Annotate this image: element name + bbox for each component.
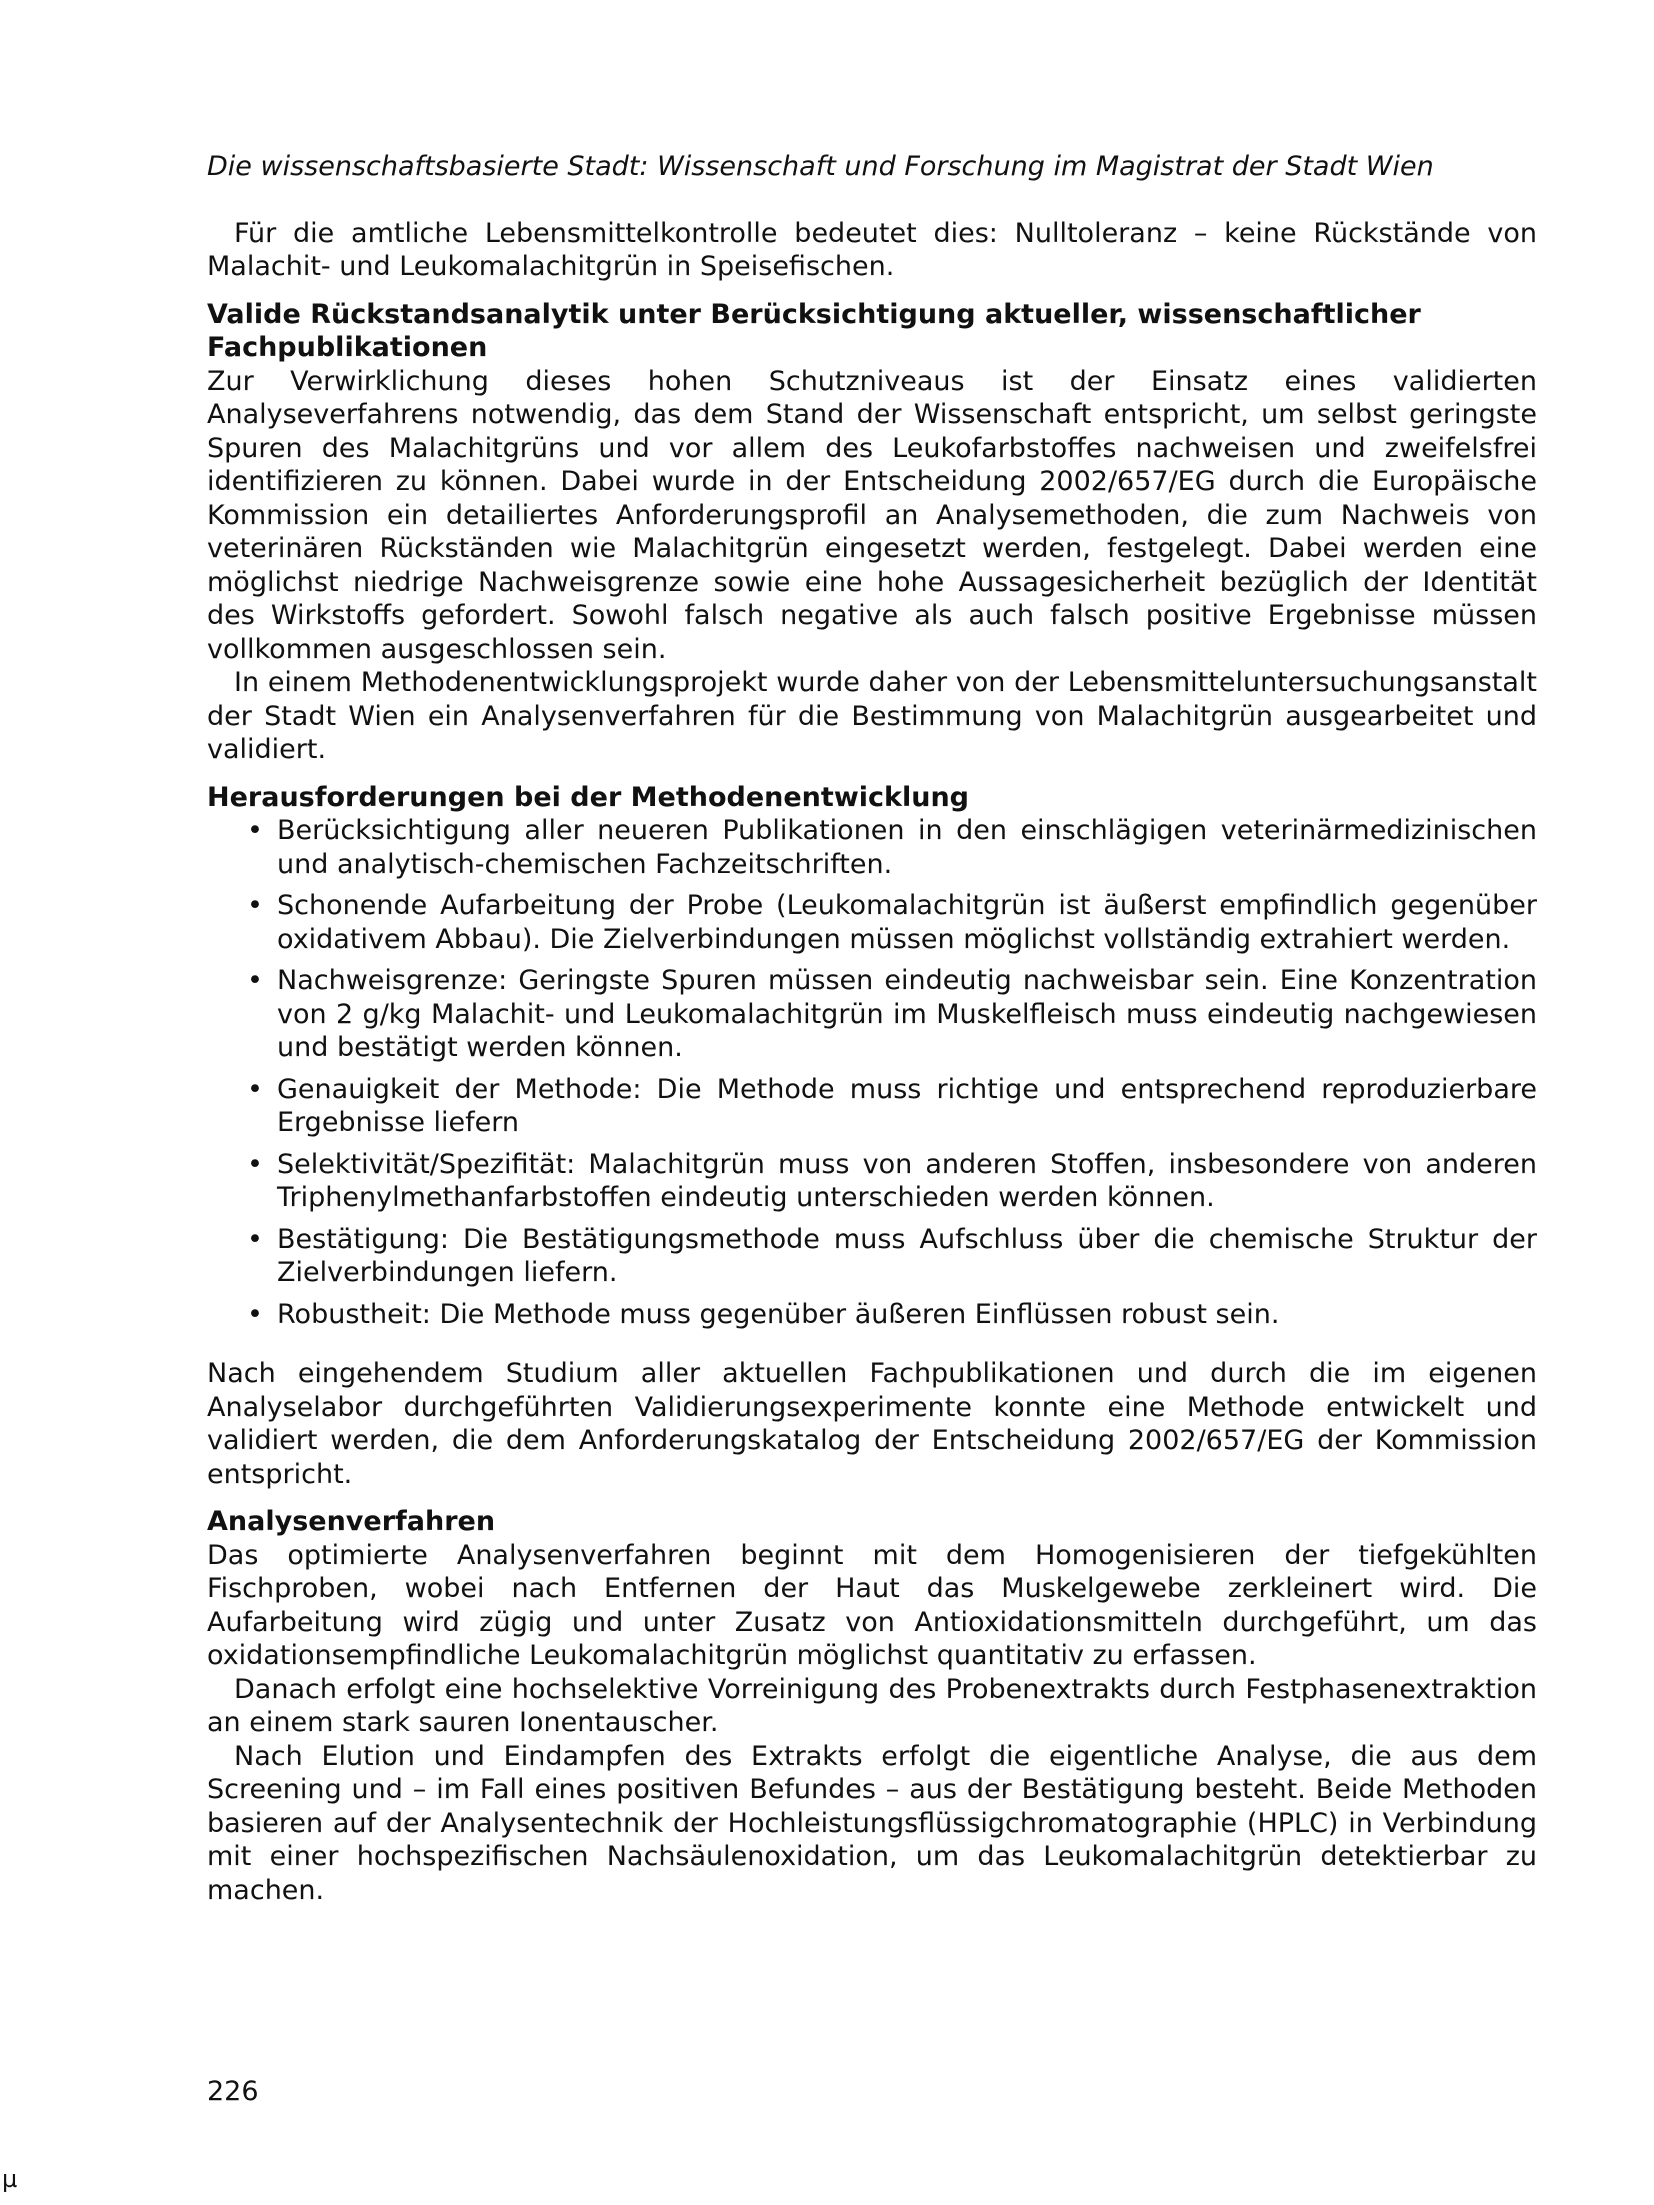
list-item-text: Selektivität/Spezifität: Malachitgrün muss von anderen Stoffen, insbesondere von anderen Triphenylmethanfarbstoffen eindeutig unterschieden werden können. (277, 1148, 1537, 1213)
list-item (207, 1073, 1537, 1140)
section-heading-valide: Valide Rückstandsanalytik unter Berücksichtigung aktueller, wissenschaftlicher Fachpublikationen (207, 298, 1421, 363)
running-title: Die wissenschaftsbasierte Stadt: Wissenschaft und Forschung im Magistrat der Stadt Wien (207, 151, 1434, 182)
paragraph: Nach Elution und Eindampfen des Extrakts erfolgt die eigentliche Analyse, die aus dem Screening und – im Fall eines positiven Befundes – aus der Bestätigung besteht. Beide Methoden basieren auf der Analysentechnik der Hochleistungsflüssigchromatographie (HPLC) in Verbindung mit einer hochspezifischen Nachsäulenoxidation, um das Leukomalachitgrün detektierbar zu machen. (207, 1740, 1537, 1906)
list-item (207, 964, 1537, 1065)
bullet-icon: • (247, 890, 263, 921)
closing-paragraph: Nach eingehendem Studium aller aktuellen Fachpublikationen und durch die im eigenen Analyselabor durchgeführten Validierungsexperimente konnte eine Methode entwickelt und validiert werden, die dem Anforderungskatalog der Entscheidung 2002/657/EG der Kommission entspricht. (207, 1358, 1537, 1490)
list-item-text: Berücksichtigung aller neueren Publikationen in den einschlägigen veterinärmedizinischen und analytisch-chemischen Fachzeitschriften. (277, 815, 1537, 880)
paragraph: Danach erfolgt eine hochselektive Vorreinigung des Probenextrakts durch Festphasenextraktion an einem stark sauren Ionentauscher. (207, 1673, 1537, 1738)
intro-paragraph: Für die amtliche Lebensmittelkontrolle bedeutet dies: Nulltoleranz – keine Rückstände von Malachit- und Leukomalachitgrün in Speisefischen. (207, 217, 1537, 282)
page-body (207, 150, 1537, 1907)
list-item (207, 1148, 1537, 1215)
section-heading-herausforderungen: Herausforderungen bei der Methodenentwicklung (207, 781, 969, 813)
bullet-icon: • (247, 815, 263, 846)
page-number: 226 (207, 2076, 259, 2107)
list-item-text: Bestätigung: Die Bestätigungsmethode muss Aufschluss über die chemische Struktur der Zielverbindungen liefern. (277, 1223, 1537, 1288)
bullet-icon: • (247, 1073, 263, 1105)
list-item (207, 814, 1537, 881)
list-item (207, 1298, 1537, 1332)
challenges-list (207, 814, 1537, 1331)
list-item-text: Robustheit: Die Methode muss gegenüber äußeren Einflüssen robust sein. (277, 1298, 1280, 1330)
section-heading-analysenverfahren: Analysenverfahren (207, 1506, 496, 1537)
bullet-icon: • (247, 965, 263, 996)
list-item-text: Nachweisgrenze: Geringste Spuren müssen eindeutig nachweisbar sein. Eine Konzentration von 2 g/kg Malachit- und Leukomalachitgrün im Muskelfleisch muss eindeutig nachgewiesen und bestätigt werden können. (277, 965, 1537, 1063)
list-item-text: Genauigkeit der Methode: Die Methode muss richtige und entsprechend reproduzierbare Ergebnisse liefern (277, 1073, 1537, 1138)
paragraph: Zur Verwirklichung dieses hohen Schutzniveaus ist der Einsatz eines validierten Analyseverfahrens notwendig, das dem Stand der Wissenschaft entspricht, um selbst geringste Spuren des Malachitgrüns und vor allem des Leukofarbstoffes nachweisen und zweifelsfrei identifizieren zu können. Dabei wurde in der Entscheidung 2002/657/EG durch die Europäische Kommission ein detailiertes Anforderungsprofil an Analysemethoden, die zum Nachweis von veterinären Rückständen wie Malachitgrün eingesetzt werden, festgelegt. Dabei werden eine möglichst niedrige Nachweisgrenze sowie eine hohe Aussagesicherheit bezüglich der Identität des Wirkstoffs gefordert. Sowohl falsch negative als auch falsch positive Ergebnisse müssen vollkommen ausgeschlossen sein. (207, 365, 1537, 665)
list-item-text: Schonende Aufarbeitung der Probe (Leukomalachitgrün ist äußerst empfindlich gegenüber oxidativem Abbau). Die Zielverbindungen müssen möglichst vollständig extrahiert werden. (277, 890, 1537, 955)
list-item (207, 889, 1537, 956)
paragraph: In einem Methodenentwicklungsprojekt wurde daher von der Lebensmitteluntersuchungsanstalt der Stadt Wien ein Analysenverfahren für die Bestimmung von Malachitgrün ausgearbeitet und validiert. (207, 667, 1537, 765)
bullet-icon: • (247, 1148, 263, 1180)
paragraph: Das optimierte Analysenverfahren beginnt mit dem Homogenisieren der tiefgekühlten Fischproben, wobei nach Entfernen der Haut das Muskelgewebe zerkleinert wird. Die Aufarbeitung wird zügig und unter Zusatz von Antioxidationsmitteln durchgeführt, um das oxidationsempfindliche Leukomalachitgrün möglichst quantitativ zu erfassen. (207, 1539, 1537, 1671)
corner-glyph: µ (2, 2165, 18, 2193)
bullet-icon: • (247, 1223, 263, 1255)
bullet-icon: • (247, 1298, 263, 1330)
list-item (207, 1223, 1537, 1290)
